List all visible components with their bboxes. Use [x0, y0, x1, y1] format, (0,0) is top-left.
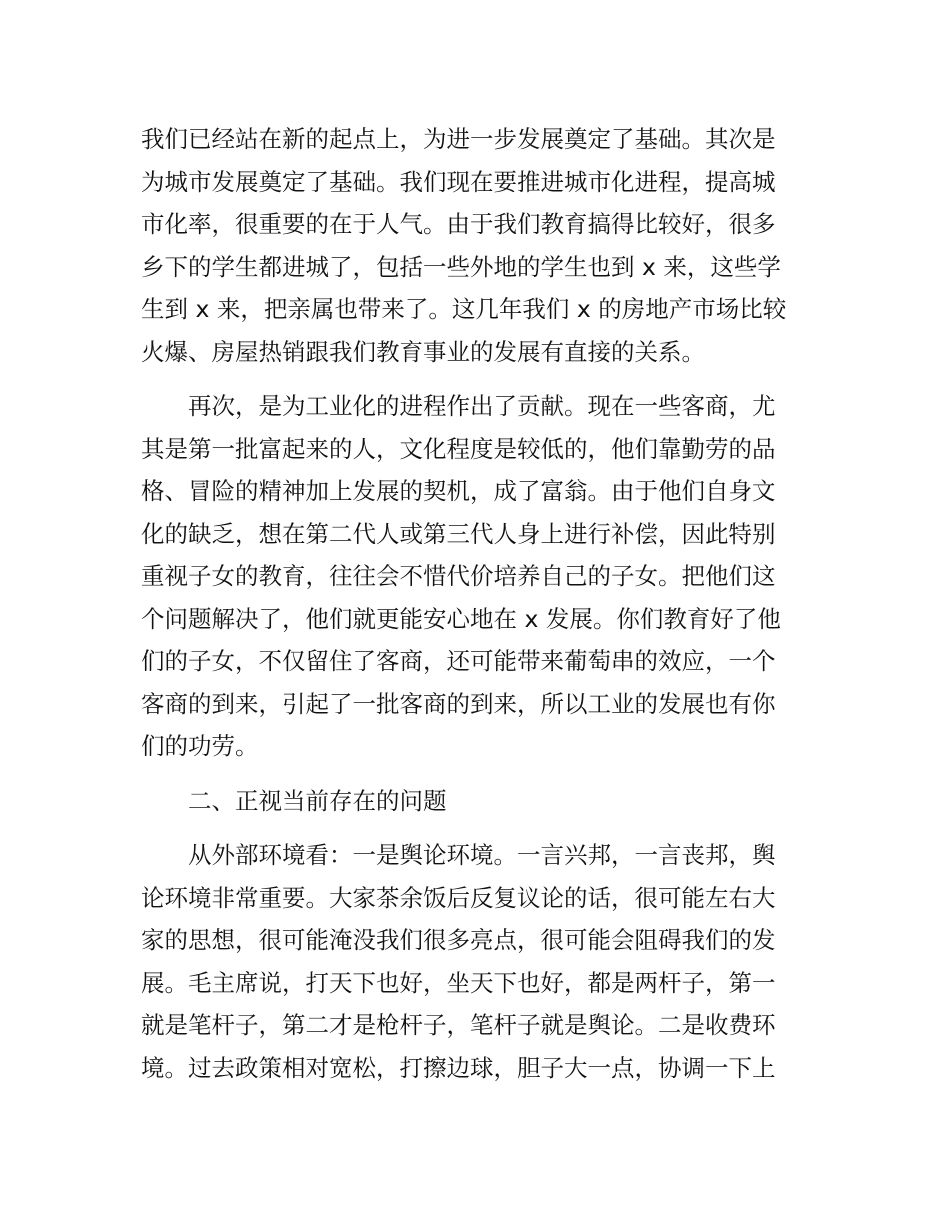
text-line: 市化率，很重要的在于人气。由于我们教育搞得比较好，很多 [141, 210, 776, 238]
paragraph-education-foundation [141, 118, 813, 373]
text-line: 就是笔杆子，第二才是枪杆子，笔杆子就是舆论。二是收费环 [141, 1011, 776, 1039]
text-line: 论环境非常重要。大家茶余饭后反复议论的话，很可能左右大 [141, 883, 776, 912]
text-line: 重视子女的教育，往往会不惜代价培养自己的子女。把他们这 [141, 562, 776, 590]
text-line: 其是第一批富起来的人，文化程度是较低的，他们靠勤劳的品 [141, 434, 776, 463]
text-line: 我们已经站在新的起点上，为进一步发展奠定了基础。其次是 [141, 125, 776, 153]
text-line: 展。毛主席说，打天下也好，坐天下也好，都是两杆子，第一 [141, 968, 776, 997]
text-line: 格、冒险的精神加上发展的契机，成了富翁。由于他们自身文 [141, 477, 776, 505]
text-line: 们的子女，不仅留住了客商，还可能带来葡萄串的效应，一个 [141, 647, 776, 675]
text-line: 乡下的学生都进城了，包括一些外地的学生也到 x 来，这些学 [141, 252, 781, 281]
document-body [141, 118, 813, 1089]
text-line: 为城市发展奠定了基础。我们现在要推进城市化进程，提高城 [141, 167, 776, 196]
text-line: 再次，是为工业化的进程作出了贡献。现在一些客商，尤 [141, 392, 776, 420]
paragraph-external-environment [141, 834, 813, 1089]
paragraph-spacing [141, 373, 813, 385]
paragraph-spacing [141, 768, 813, 780]
text-line: 境。过去政策相对宽松，打擦边球，胆子大一点，协调一下上 [141, 1053, 776, 1082]
text-line: 家的思想，很可能淹没我们很多亮点，很可能会阻碍我们的发 [141, 926, 776, 954]
section-heading [141, 780, 813, 823]
text-line: 化的缺乏，想在第二代人或第三代人身上进行补偿，因此特别 [141, 519, 776, 548]
paragraph-spacing [141, 822, 813, 834]
section-heading-text: 二、正视当前存在的问题 [141, 786, 447, 815]
text-line: 生到 x 来，把亲属也带来了。这几年我们 x 的房地产市场比较 [141, 295, 787, 323]
text-line: 们的功劳。 [141, 732, 259, 760]
text-line: 从外部环境看：一是舆论环境。一言兴邦，一言丧邦，舆 [141, 841, 776, 869]
paragraph-industrialization [141, 385, 813, 768]
text-line: 客商的到来，引起了一批客商的到来，所以工业的发展也有你 [141, 689, 776, 718]
text-line: 火爆、房屋热销跟我们教育事业的发展有直接的关系。 [141, 337, 705, 366]
text-line: 个问题解决了，他们就更能安心地在 x 发展。你们教育好了他 [141, 604, 781, 633]
